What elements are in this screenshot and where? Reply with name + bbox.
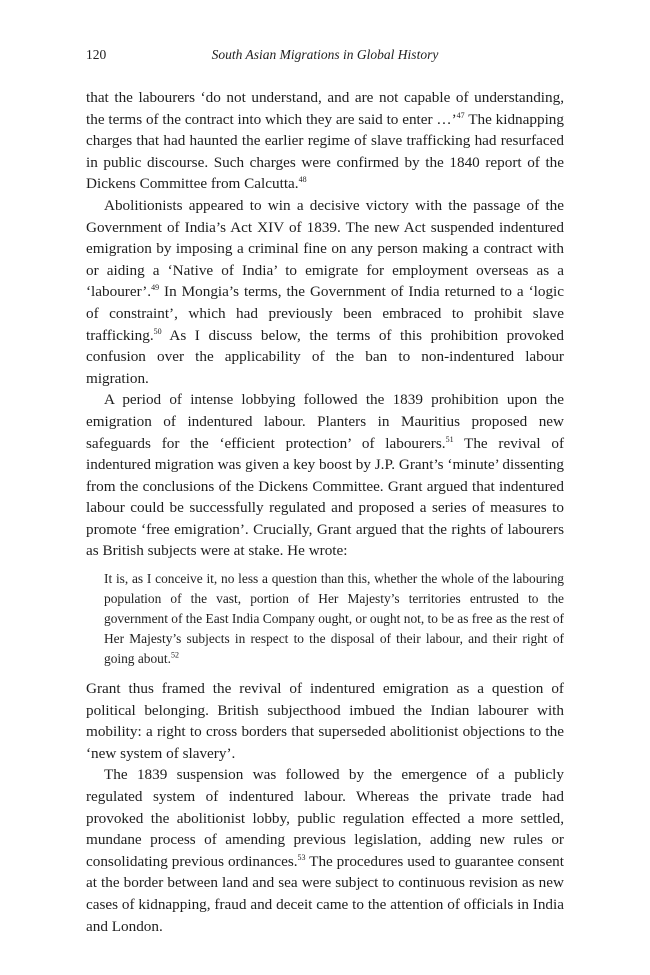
footnote-marker[interactable]: 47 [456, 110, 465, 120]
text-run: that the labourers ‘do not understand, and are not capable of understanding, the terms of the contract into which they are said to enter …’ [86, 89, 564, 128]
text-run: The kidnapping charges that had haunted the earlier regime of slave trafficking had resurfaced in public discourse. Such charges were confirmed by the 1840 report of the Dickens Committee from Calcutta. [86, 110, 564, 193]
text-run: In Mongia’s terms, the Government of India returned to a ‘logic of constraint’, which had previously been embraced to prohibit slave trafficking. [86, 283, 564, 344]
footnote-marker[interactable]: 49 [151, 283, 160, 293]
text-run: The revival of indentured migration was given a key boost by J.P. Grant’s ‘minute’ dissenting from the conclusions of the Dickens Committee. Grant argued that indentured labour could be successfully regulated and proposed a series of measures to promote ‘free emigration’. Crucially, Grant argued that the rights of labourers as British subjects were at stake. He wrote: [86, 434, 564, 560]
paragraph-3 [86, 389, 564, 562]
footnote-marker[interactable]: 51 [445, 434, 454, 444]
text-run: A period of intense lobbying followed the 1839 prohibition upon the emigration of indentured labour. Planters in Mauritius proposed new safeguards for the ‘efficient protection’ of labourers. [86, 391, 564, 452]
text-run: Grant thus framed the revival of indentured emigration as a question of political belonging. British subjecthood imbued the Indian labourer with mobility: a right to cross borders that superseded abolitionist objections to the ‘new system of slavery’. [86, 680, 564, 762]
text-run: Abolitionists appeared to win a decisive victory with the passage of the Government of India’s Act XIV of 1839. The new Act suspended indentured emigration by imposing a criminal fine on any person making a contract with or aiding a ‘Native of India’ to emigrate for employment overseas as a ‘labourer’. [86, 196, 564, 301]
text-run: The 1839 suspension was followed by the emergence of a publicly regulated system of indentured labour. Whereas the private trade had provoked the abolitionist lobby, public regulation effected a more settled, mundane process of amending previous legislation, adding new rules or consolidating previous ordinances. [86, 766, 564, 870]
text-run: As I discuss below, the terms of this prohibition provoked confusion over the applicability of the ban to non-indentured labour migration. [86, 326, 564, 387]
block-quote [104, 569, 564, 669]
footnote-marker[interactable]: 50 [153, 326, 162, 336]
footnote-marker[interactable]: 48 [298, 175, 307, 185]
text-run: It is, as I conceive it, no less a question than this, whether the whole of the labouring population of the vast, portion of Her Majesty’s territories entrusted to the government of the East India Company ought, or ought not, to be as free as the rest of Her Majesty’s subjects in respect to the disposal of their labour, and their right of going about. [104, 571, 565, 667]
running-title: South Asian Migrations in Global History [211, 47, 439, 62]
paragraph-4 [86, 678, 564, 764]
running-header [86, 45, 564, 65]
text-run: The procedures used to guarantee consent at the border between land and sea were subject to continuous revision as new cases of kidnapping, fraud and deceit came to the attention of officials in India and London. [86, 852, 564, 935]
paragraph-2 [86, 195, 564, 389]
page-number: 120 [86, 47, 107, 62]
body-text [86, 87, 564, 937]
paragraph-5 [86, 764, 564, 937]
footnote-marker[interactable]: 53 [297, 852, 306, 862]
footnote-marker[interactable]: 52 [170, 650, 179, 660]
paragraph-1 [86, 87, 564, 195]
